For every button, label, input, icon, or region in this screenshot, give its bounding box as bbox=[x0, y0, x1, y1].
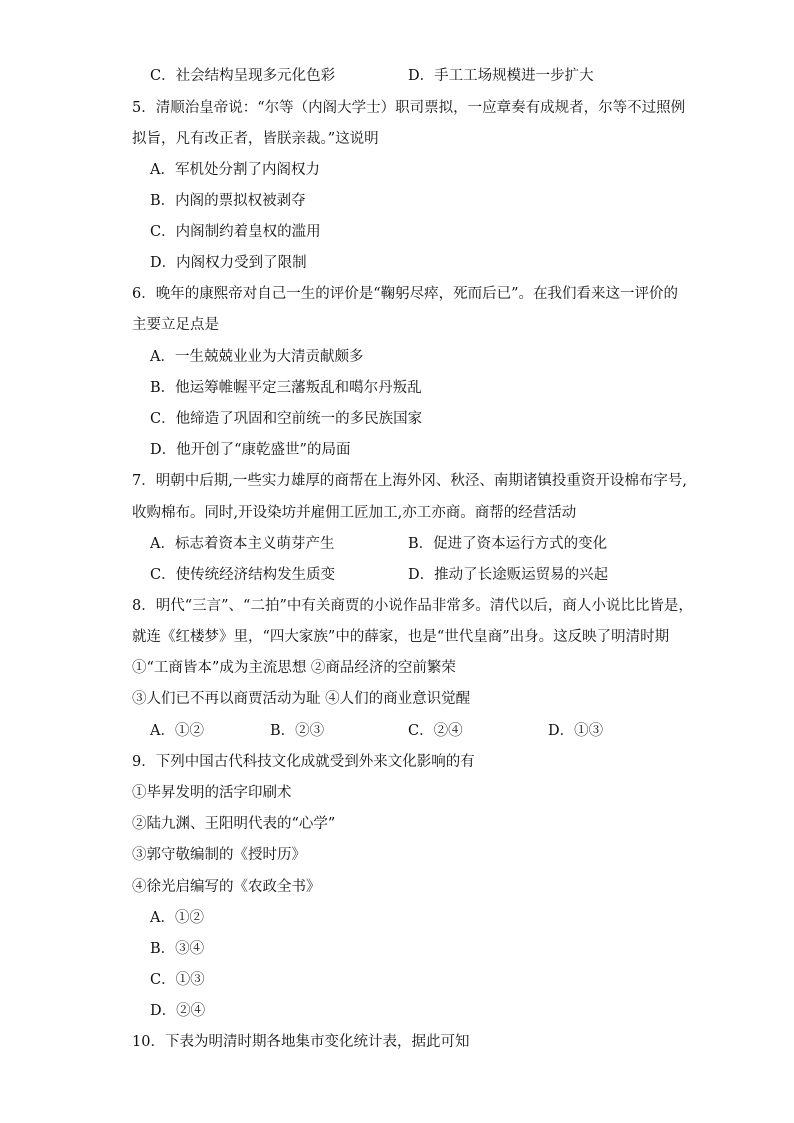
q6-option-c: C．他缔造了巩固和空前统一的多民族国家 bbox=[150, 411, 423, 427]
q8-stem-line1: 8．明代“三言”、“二拍”中有关商贾的小说作品非常多。清代以后，商人小说比比皆是， bbox=[132, 598, 693, 614]
q5-option-c: C．内阁制约着皇权的滥用 bbox=[150, 224, 321, 240]
q9-option-c: C．①③ bbox=[150, 972, 205, 988]
q9-option-a: A．①② bbox=[150, 910, 204, 926]
q8-stem-line2: 就连《红楼梦》里，“四大家族”中的薛家，也是“世代皇商”出身。这反映了明清时期 bbox=[132, 629, 670, 645]
q10-stem: 10．下表为明清时期各地集市变化统计表，据此可知 bbox=[132, 1034, 470, 1050]
q6-option-a: A．一生兢兢业业为大清贡献颇多 bbox=[150, 349, 364, 365]
q8-statements-2: ③人们已不再以商贾活动为耻 ④人们的商业意识觉醒 bbox=[132, 691, 471, 707]
q4-option-c: C．社会结构呈现多元化色彩 bbox=[150, 68, 336, 84]
q8-statements-1: ①“工商皆本”成为主流思想 ②商品经济的空前繁荣 bbox=[132, 660, 456, 676]
q6-option-d: D．他开创了“康乾盛世”的局面 bbox=[150, 442, 351, 458]
q5-stem-line1: 5．清顺治皇帝说：“尔等（内阁大学士）职司票拟，一应章奏有成规者，尔等不过照例 bbox=[132, 100, 686, 116]
q9-statement-4: ④徐光启编写的《农政全书》 bbox=[132, 879, 321, 895]
q7-option-a: A．标志着资本主义萌芽产生 bbox=[150, 536, 335, 552]
q8-option-a: A．①② bbox=[150, 723, 204, 739]
q9-statement-2: ②陆九渊、王阳明代表的“心学” bbox=[132, 816, 336, 832]
q6-option-b: B．他运筹帷幄平定三藩叛乱和噶尔丹叛乱 bbox=[150, 380, 422, 396]
q9-option-b: B．③④ bbox=[150, 941, 205, 957]
q4-option-d: D．手工工场规模进一步扩大 bbox=[408, 68, 594, 84]
q7-option-b: B．促进了资本运行方式的变化 bbox=[408, 536, 608, 552]
q5-option-d: D．内阁权力受到了限制 bbox=[150, 255, 307, 271]
q8-option-d: D．①③ bbox=[548, 723, 604, 739]
q5-option-a: A．军机处分割了内阁权力 bbox=[150, 162, 320, 178]
q5-option-b: B．内阁的票拟权被剥夺 bbox=[150, 193, 306, 209]
q6-stem-line2: 主要立足点是 bbox=[132, 317, 219, 333]
q8-option-b: B．②③ bbox=[270, 723, 325, 739]
q7-option-d: D．推动了长途贩运贸易的兴起 bbox=[408, 567, 609, 583]
q9-stem: 9．下列中国古代科技文化成就受到外来文化影响的有 bbox=[132, 754, 475, 770]
q7-option-c: C．使传统经济结构发生质变 bbox=[150, 567, 336, 583]
q9-option-d: D．②④ bbox=[150, 1003, 206, 1019]
q9-statement-1: ①毕昇发明的活字印刷术 bbox=[132, 785, 292, 801]
q6-stem-line1: 6．晚年的康熙帝对自己一生的评价是“鞠躬尽瘁，死而后已”。在我们看来这一评价的 bbox=[132, 286, 679, 302]
q9-statement-3: ③郭守敬编制的《授时历》 bbox=[132, 847, 306, 863]
q5-stem-line2: 拟旨，凡有改正者，皆朕亲裁。”这说明 bbox=[132, 131, 379, 147]
q7-stem-line1: 7．明朝中后期,一些实力雄厚的商帮在上海外冈、秋泾、南期诸镇投重资开设棉布字号, bbox=[132, 473, 687, 489]
q7-stem-line2: 收购棉布。同时,开设染坊并雇佣工匠加工,亦工亦商。商帮的经营活动 bbox=[132, 505, 577, 521]
q8-option-c: C．②④ bbox=[408, 723, 463, 739]
